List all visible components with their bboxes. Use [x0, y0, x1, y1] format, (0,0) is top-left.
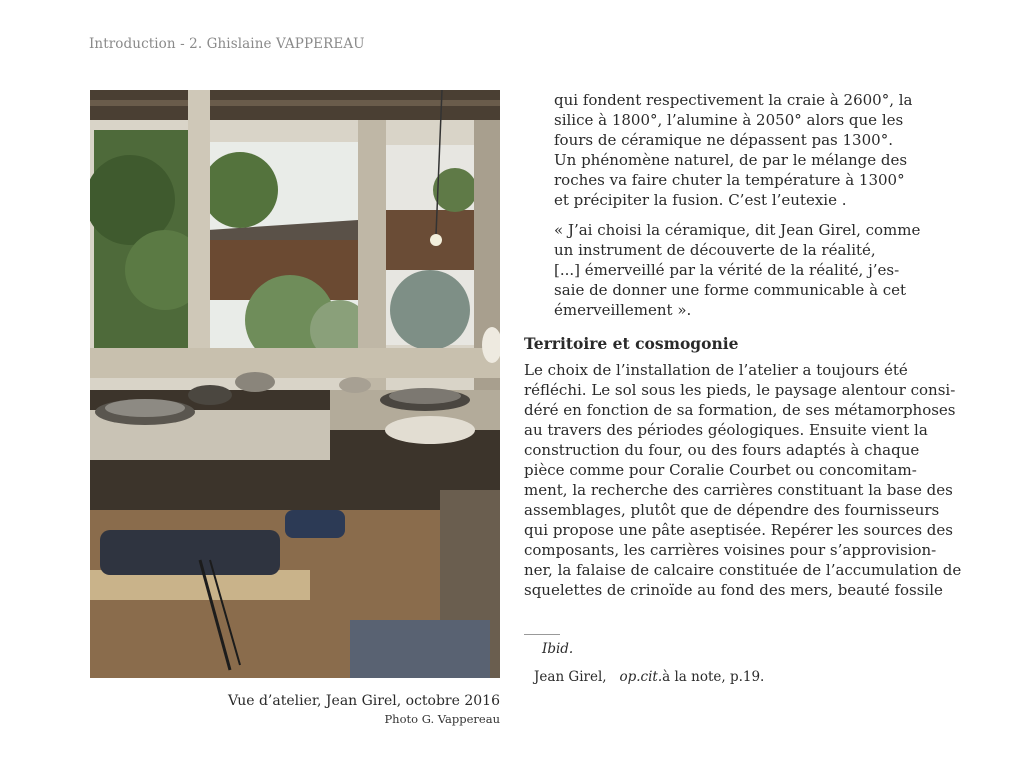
- running-header: Introduction - 2. Ghislaine VAPPEREAU: [89, 36, 365, 52]
- text-line: construction du four, ou des fours adaptés à chaque: [524, 441, 920, 459]
- text-line: pièce comme pour Coralie Courbet ou concomitam-: [524, 461, 917, 479]
- text-line: fours de céramique ne dépassent pas 1300°.: [554, 131, 893, 149]
- caption-text: Vue d’atelier, Jean Girel, octobre 2016: [227, 693, 500, 709]
- text-line: qui propose une pâte aseptisée. Repérer les sources des: [524, 521, 953, 539]
- text-line: squelettes de crinoïde au fond des mers, beauté fossile: [524, 581, 943, 599]
- text-line: émerveillement ».: [554, 301, 692, 319]
- text-line: roches va faire chuter la température à 1300°: [554, 171, 905, 189]
- text-line: [...] émerveillé par la vérité de la réalité, j’es-: [554, 261, 900, 279]
- text-line: assemblages, plutôt que de dépendre des fournisseurs: [524, 501, 940, 519]
- section-heading: Territoire et cosmogonie: [524, 334, 739, 353]
- quote-jean-girel: [524, 220, 954, 320]
- text-line: silice à 1800°, l’alumine à 2050° alors que les: [554, 111, 904, 129]
- footnotes: [524, 634, 764, 687]
- footnote-page: à la note, p.19.: [662, 669, 765, 685]
- text-line: au travers des périodes géologiques. Ensuite vient la: [524, 421, 928, 439]
- footnote-rule: [524, 634, 560, 635]
- footnote-author: Jean Girel,: [534, 669, 607, 685]
- text-line: un instrument de découverte de la réalité,: [554, 241, 876, 259]
- text-line: qui fondent respectivement la craie à 2600°, la: [554, 91, 913, 109]
- paragraph-territoire: [524, 360, 962, 600]
- footnote-ibid: Ibid.: [542, 641, 574, 657]
- text-line: ner, la falaise de calcaire constituée de l’accumulation de: [524, 561, 962, 579]
- main-text: [524, 90, 962, 600]
- text-line: composants, les carrières voisines pour s’approvision-: [524, 541, 937, 559]
- text-line: et précipiter la fusion. C’est l’eutexie .: [554, 191, 847, 209]
- figure-caption: [228, 692, 500, 728]
- photo-credit: Photo G. Vappereau: [384, 712, 500, 726]
- workshop-photo: [90, 90, 500, 678]
- footnote-girel: [524, 667, 764, 687]
- text-line: Un phénomène naturel, de par le mélange des: [554, 151, 908, 169]
- text-line: ment, la recherche des carrières constituant la base des: [524, 481, 953, 499]
- text-line: déré en fonction de sa formation, de ses métamorphoses: [524, 401, 956, 419]
- footnote-op-cit: op.cit.: [619, 669, 663, 685]
- text-line: saie de donner une forme communicable à cet: [554, 281, 907, 299]
- text-line: Le choix de l’installation de l’atelier a toujours été: [524, 361, 908, 379]
- text-line: « J’ai choisi la céramique, dit Jean Girel, comme: [554, 221, 921, 239]
- paragraph-eutexie: [524, 90, 954, 210]
- text-line: réfléchi. Le sol sous les pieds, le paysage alentour consi-: [524, 381, 956, 399]
